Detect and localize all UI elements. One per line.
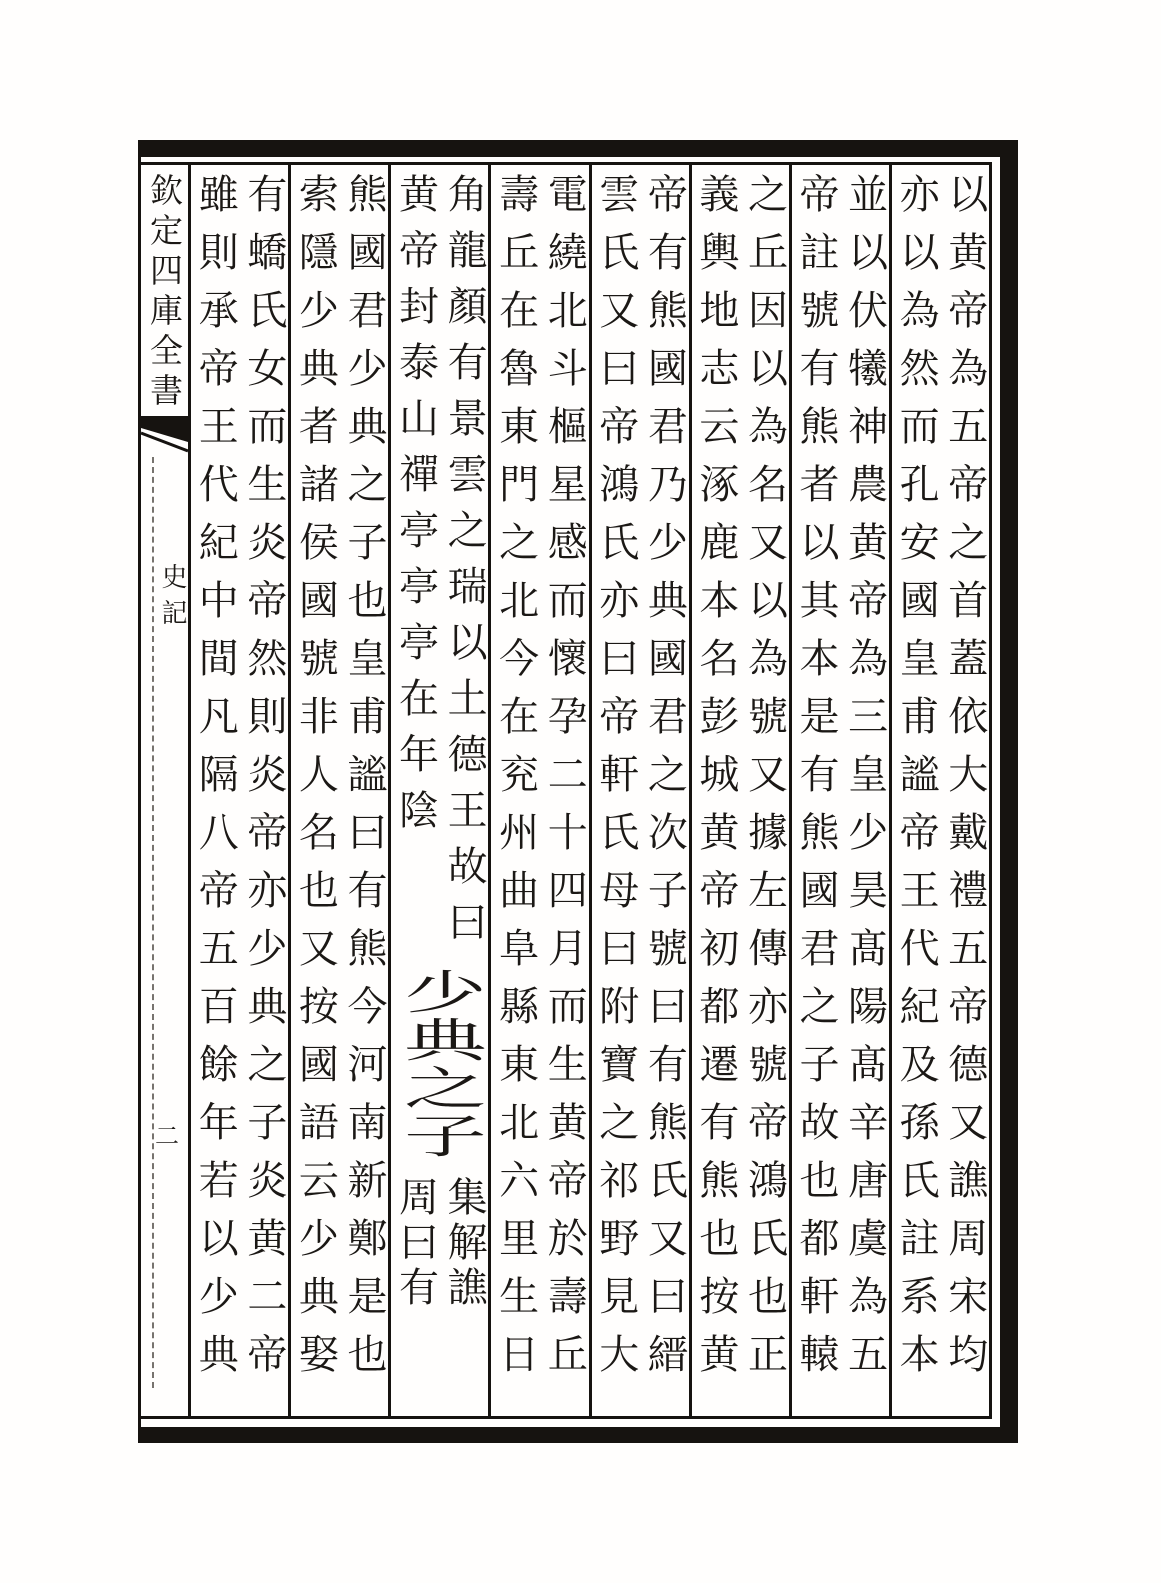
column-6-right-line: 角龍顏有景雲之瑞以土德王故曰 — [441, 173, 488, 957]
book-title-text: 欽定四庫全書 — [145, 173, 184, 413]
fold-dashed-line — [152, 457, 154, 1388]
main-text-large-chars: 少典之子 — [391, 968, 489, 1160]
column-7-right-line: 熊國君少典之子也皇甫謐曰有熊今河南新鄭是也 — [340, 173, 387, 1391]
work-title-text: 史記 — [157, 563, 187, 635]
column-8-left-line: 雖則承帝王代紀中間凡隔八帝五百餘年若以少典 — [192, 173, 239, 1391]
text-column-1 — [889, 165, 989, 1416]
text-column-6-main-text — [388, 165, 488, 1416]
text-column-3 — [689, 165, 789, 1416]
column-2-right-line: 並以伏犧神農黄帝為三皇少昊髙陽髙辛唐虞為五 — [841, 173, 888, 1391]
page-frame-border — [138, 140, 1018, 1443]
column-3-left-line: 義輿地志云涿鹿本名彭城黄帝初都遷有熊也按黄 — [692, 173, 739, 1391]
text-column-2 — [789, 165, 889, 1416]
folio-number-text: 二 — [150, 1123, 179, 1147]
commentary-note-left: 周曰有 — [392, 1176, 439, 1311]
book-title — [141, 173, 188, 413]
text-column-4 — [589, 165, 689, 1416]
folio-number — [141, 1123, 188, 1147]
main-text-large — [391, 968, 488, 1160]
inner-rule-border — [141, 162, 992, 1419]
margin-fold-column — [141, 165, 188, 1416]
column-1-right-line: 以黄帝為五帝之首蓋依大戴禮五帝德又譙周宋均 — [941, 173, 988, 1391]
text-column-7 — [288, 165, 388, 1416]
column-4-left-line: 雲氏又曰帝鴻氏亦曰帝軒氏母曰附寶之祁野見大 — [592, 173, 639, 1391]
text-columns — [188, 165, 989, 1416]
column-5-left-line: 壽丘在魯東門之北今在兖州曲阜縣東北六里生日 — [492, 173, 539, 1391]
column-8-right-line: 有蟜氏女而生炎帝然則炎帝亦少典之子炎黄二帝 — [240, 173, 287, 1391]
text-column-5 — [488, 165, 588, 1416]
column-7-left-line: 索隱少典者諸侯國號非人名也又按國語云少典娶 — [292, 173, 339, 1391]
column-5-right-line: 電繞北斗樞星感而懷孕二十四月而生黄帝於壽丘 — [541, 173, 588, 1391]
fishtail-fold-icon — [141, 415, 188, 461]
column-4-right-line: 帝有熊國君乃少典國君之次子號曰有熊氏又曰縉 — [641, 173, 688, 1391]
column-2-left-line: 帝註號有熊者以其本是有熊國君之子故也都軒轅 — [793, 173, 840, 1391]
work-title — [159, 563, 185, 639]
column-6-left-line: 黄帝封泰山禪亭亭亭在年陰 — [392, 173, 439, 845]
commentary-note-right: 集解譙 — [441, 1176, 488, 1311]
column-3-right-line: 之丘因以為名又以為號又據左傳亦號帝鴻氏也正 — [741, 173, 788, 1391]
text-column-8 — [188, 165, 288, 1416]
column-1-left-line: 亦以為然而孔安國皇甫謐帝王代紀及孫氏註系本 — [893, 173, 940, 1391]
